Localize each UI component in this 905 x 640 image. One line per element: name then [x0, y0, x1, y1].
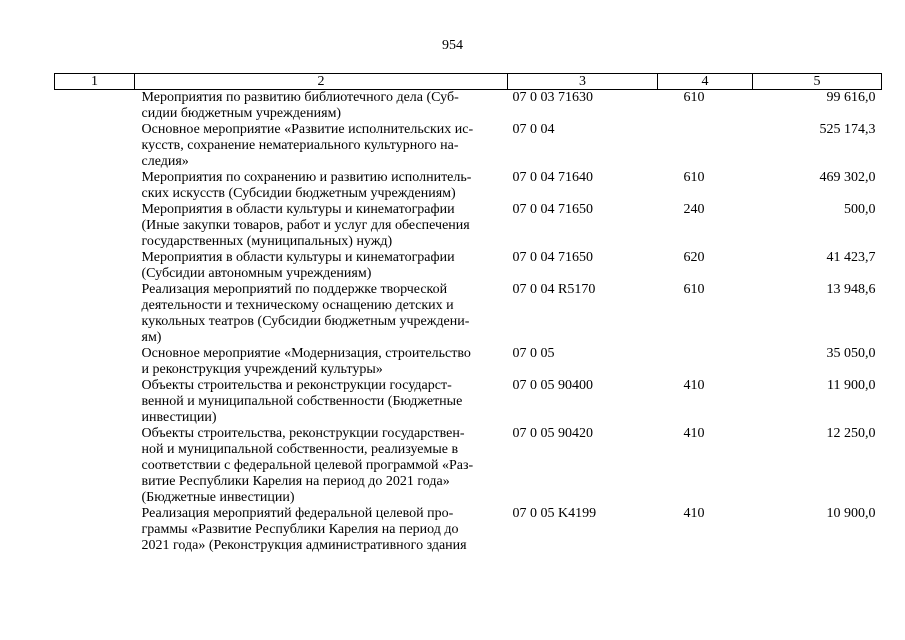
- item-name-line: 2021 года» (Реконструкция административного здания: [141, 538, 467, 553]
- expense-type-code: [658, 346, 753, 378]
- expense-type-code: 610: [683, 282, 705, 297]
- table-row: [55, 378, 882, 426]
- item-name: [135, 346, 508, 378]
- item-name-line: кусств, сохранение нематериального культурного на-: [141, 138, 459, 153]
- expense-type-code: 410: [683, 506, 705, 521]
- expense-type-code: 410: [683, 426, 705, 441]
- table-row: [55, 282, 882, 346]
- row-number-cell: [55, 90, 135, 123]
- table-row: [55, 506, 882, 554]
- target-article-code: 07 0 04 R5170: [512, 282, 596, 297]
- target-article-code: 07 0 05: [512, 346, 555, 361]
- page-number: 954: [442, 38, 463, 53]
- item-name-line: (Бюджетные инвестиции): [141, 490, 295, 505]
- amount: 13 948,6: [826, 282, 876, 297]
- item-name: [135, 378, 508, 426]
- expense-type-code: 610: [683, 170, 705, 185]
- header-col-1: 1: [55, 74, 135, 90]
- expense-type-code: 620: [683, 250, 705, 265]
- item-name-line: Мероприятия по сохранению и развитию исполнитель-: [141, 170, 472, 185]
- item-name: [135, 426, 508, 506]
- table-row: [55, 122, 882, 170]
- item-name-line: государственных (муниципальных) нужд): [141, 234, 393, 249]
- item-name-line: Мероприятия в области культуры и кинематографии: [141, 250, 455, 265]
- item-name: [135, 122, 508, 170]
- item-name-line: ям): [141, 330, 162, 345]
- row-number-cell: [55, 170, 135, 202]
- table-row: [55, 90, 882, 123]
- amount: 12 250,0: [826, 426, 876, 441]
- table-row: [55, 202, 882, 250]
- item-name: [135, 90, 508, 123]
- row-number-cell: [55, 346, 135, 378]
- target-article-code: 07 0 05 K4199: [512, 506, 597, 521]
- table-row: [55, 170, 882, 202]
- target-article-code: 07 0 03 71630: [512, 90, 593, 105]
- header-col-4: 4: [658, 74, 753, 90]
- item-name-line: деятельности и техническому оснащению детских и: [141, 298, 454, 313]
- budget-table: [54, 73, 882, 554]
- item-name-line: инвестиции): [141, 410, 217, 425]
- item-name-line: и реконструкция учреждений культуры»: [141, 362, 383, 377]
- item-name: [135, 250, 508, 282]
- row-number-cell: [55, 122, 135, 170]
- item-name: [135, 506, 508, 554]
- row-number-cell: [55, 426, 135, 506]
- item-name-line: (Субсидии автономным учреждениям): [141, 266, 372, 281]
- amount: 99 616,0: [826, 90, 876, 105]
- item-name: [135, 202, 508, 250]
- row-number-cell: [55, 250, 135, 282]
- row-number-cell: [55, 282, 135, 346]
- item-name-line: кукольных театров (Субсидии бюджетным учреждени-: [141, 314, 470, 329]
- item-name-line: следия»: [141, 154, 189, 169]
- table-header-row: [55, 74, 882, 90]
- expense-type-code: 610: [683, 90, 705, 105]
- item-name-line: Основное мероприятие «Развитие исполнительских ис-: [141, 122, 474, 137]
- item-name-line: Мероприятия по развитию библиотечного дела (Суб-: [141, 90, 459, 105]
- table-row: [55, 426, 882, 506]
- item-name-line: ной и муниципальной собственности, реализуемые в: [141, 442, 459, 457]
- row-number-cell: [55, 378, 135, 426]
- amount: 35 050,0: [826, 346, 876, 361]
- header-col-2: 2: [135, 74, 508, 90]
- item-name-line: витие Республики Карелия на период до 2021 года»: [141, 474, 450, 489]
- item-name-line: венной и муниципальной собственности (Бюджетные: [141, 394, 463, 409]
- row-number-cell: [55, 506, 135, 554]
- target-article-code: 07 0 04 71650: [512, 250, 593, 265]
- item-name-line: Основное мероприятие «Модернизация, строительство: [141, 346, 471, 361]
- amount: 41 423,7: [826, 250, 876, 265]
- target-article-code: 07 0 05 90420: [512, 426, 593, 441]
- item-name-line: (Иные закупки товаров, работ и услуг для обеспечения: [141, 218, 470, 233]
- item-name-line: граммы «Развитие Республики Карелия на период до: [141, 522, 459, 537]
- item-name-line: соответствии с федеральной целевой программой «Раз-: [141, 458, 474, 473]
- expense-type-code: [658, 122, 753, 170]
- target-article-code: 07 0 04 71650: [512, 202, 593, 217]
- amount: 11 900,0: [827, 378, 876, 393]
- item-name-line: Объекты строительства и реконструкции государст-: [141, 378, 452, 393]
- item-name-line: ских искусств (Субсидии бюджетным учреждениям): [141, 186, 456, 201]
- item-name: [135, 282, 508, 346]
- expense-type-code: 410: [683, 378, 705, 393]
- table-row: [55, 346, 882, 378]
- target-article-code: 07 0 05 90400: [512, 378, 593, 393]
- target-article-code: 07 0 04 71640: [512, 170, 593, 185]
- expense-type-code: 240: [683, 202, 705, 217]
- item-name-line: Мероприятия в области культуры и кинематографии: [141, 202, 455, 217]
- item-name-line: Реализация мероприятий федеральной целевой про-: [141, 506, 454, 521]
- header-col-3: 3: [508, 74, 658, 90]
- target-article-code: 07 0 04: [512, 122, 555, 137]
- amount: 10 900,0: [826, 506, 876, 521]
- item-name-line: Объекты строительства, реконструкции государствен-: [141, 426, 465, 441]
- item-name: [135, 170, 508, 202]
- table-row: [55, 250, 882, 282]
- item-name-line: Реализация мероприятий по поддержке творческой: [141, 282, 448, 297]
- row-number-cell: [55, 202, 135, 250]
- amount: 500,0: [844, 202, 876, 217]
- amount: 469 302,0: [819, 170, 876, 185]
- amount: 525 174,3: [819, 122, 876, 137]
- header-col-5: 5: [753, 74, 882, 90]
- item-name-line: сидии бюджетным учреждениям): [141, 106, 342, 121]
